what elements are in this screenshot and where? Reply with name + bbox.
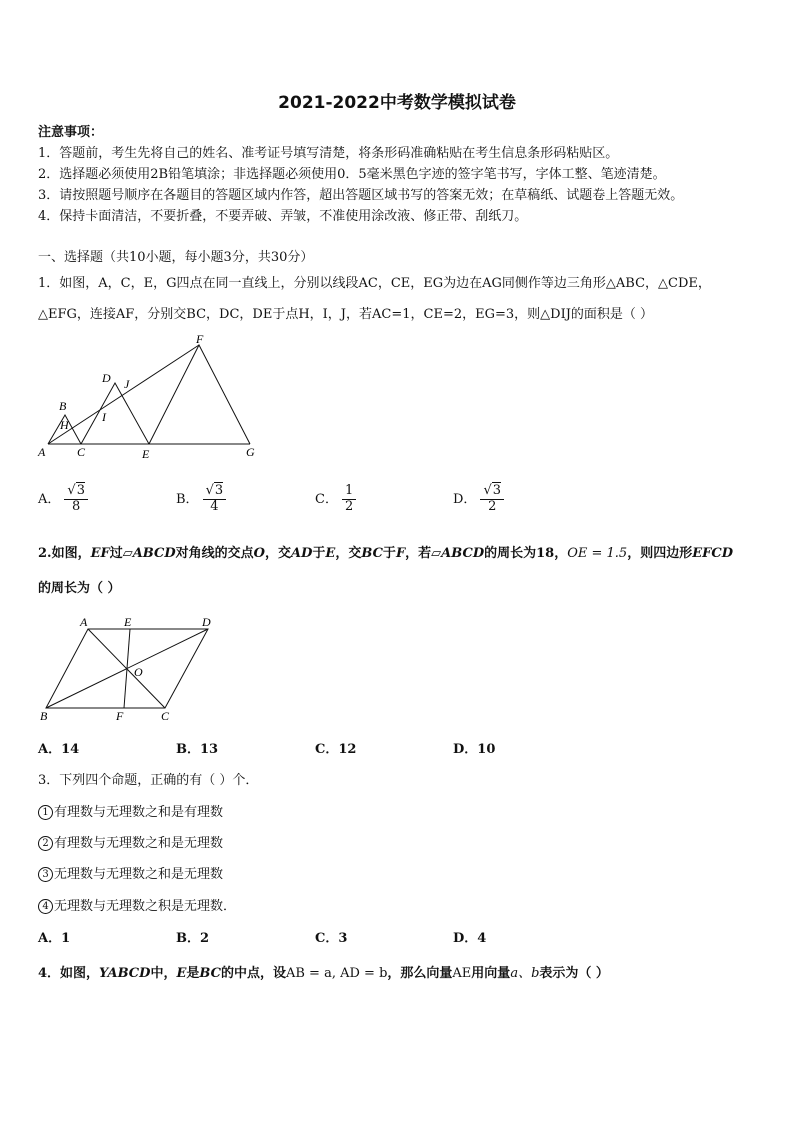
proposition: 3 无理数与无理数之和是无理数 <box>38 863 223 882</box>
label-J: J <box>124 377 130 391</box>
label-F: F <box>116 709 124 723</box>
notice-item: 2．选择题必须使用2B铅笔填涂；非选择题必须使用0．5毫米黑色字迹的签字笔书写，字体工整、笔迹清楚。 <box>38 167 666 182</box>
option-d[interactable]: D．4 <box>453 931 487 946</box>
question-2-stem: 2.如图，EF过▱ABCD对角线的交点O，交AD于E，交BC于F，若▱ABCD的周长为18，OE = 1.5，则四边形EFCD <box>38 546 733 561</box>
proposition: 2 有理数与无理数之和是无理数 <box>38 832 223 851</box>
label-G: G <box>246 445 255 459</box>
proposition: 1 有理数与无理数之和是有理数 <box>38 801 223 820</box>
option-a[interactable]: A．14 <box>38 742 80 757</box>
label-D: D <box>202 615 211 629</box>
proposition: 4 无理数与无理数之积是无理数． <box>38 895 236 914</box>
label-F: F <box>196 332 204 346</box>
question-4-stem: 4．如图，YABCD中，E是BC的中点，设AB = a, AD = b，那么向量AE用向量a、b表示为（ ） <box>38 966 609 981</box>
label-B: B <box>40 709 48 723</box>
question-1-stem: 1．如图，A，C，E，G四点在同一直线上，分别以线段AC，CE，EG为边在AG同侧作等边三角形△ABC，△CDE， <box>38 276 711 291</box>
label-A: A <box>80 615 88 629</box>
notice-item: 4．保持卡面清洁，不要折叠，不要弄破、弄皱，不准使用涂改液、修正带、刮纸刀。 <box>38 209 528 224</box>
question-1-stem-cont: △EFG，连接AF，分别交BC，DC，DE于点H，I，J，若AC=1，CE=2，EG=3，则△DIJ的面积是（ ） <box>38 307 654 322</box>
question-1-figure <box>34 330 266 464</box>
label-O: O <box>134 665 143 679</box>
label-C: C <box>77 445 86 459</box>
notice-heading: 注意事项： <box>38 125 104 140</box>
option-b[interactable]: B．2 <box>176 931 210 946</box>
question-3-stem: 3．下列四个命题，正确的有（ ）个． <box>38 773 259 788</box>
option-a[interactable]: A． $\frac{√3}{8}$ <box>38 484 88 515</box>
label-B: B <box>59 399 67 413</box>
question-2-stem-cont: 的周长为（ ） <box>38 581 121 596</box>
option-a[interactable]: A．1 <box>38 931 71 946</box>
option-b[interactable]: B．13 <box>176 742 219 757</box>
label-A: A <box>38 445 46 459</box>
label-C: C <box>161 709 170 723</box>
notice-item: 3．请按照题号顺序在各题目的答题区域内作答，超出答题区域书写的答案无效；在草稿纸、试题卷上答题无效。 <box>38 188 684 203</box>
section-heading: 一、选择题（共10小题，每小题3分，共30分） <box>38 250 314 265</box>
option-d[interactable]: D． $\frac{√3}{2}$ <box>453 484 504 515</box>
question-2-figure <box>34 612 224 724</box>
option-c[interactable]: C．12 <box>315 742 357 757</box>
label-E: E <box>124 615 132 629</box>
option-c[interactable]: C．3 <box>315 931 348 946</box>
label-H: H <box>60 418 69 432</box>
option-b[interactable]: B． $\frac{√3}{4}$ <box>176 484 226 515</box>
page-title: 2021-2022中考数学模拟试卷 <box>278 93 516 113</box>
label-D: D <box>102 371 111 385</box>
option-d[interactable]: D．10 <box>453 742 496 757</box>
label-E: E <box>142 447 150 461</box>
label-I: I <box>102 410 106 424</box>
notice-item: 1．答题前，考生先将自己的姓名、准考证号填写清楚，将条形码准确粘贴在考生信息条形码粘贴区。 <box>38 146 619 161</box>
option-c[interactable]: C． $\frac{1}{2}$ <box>315 484 356 515</box>
